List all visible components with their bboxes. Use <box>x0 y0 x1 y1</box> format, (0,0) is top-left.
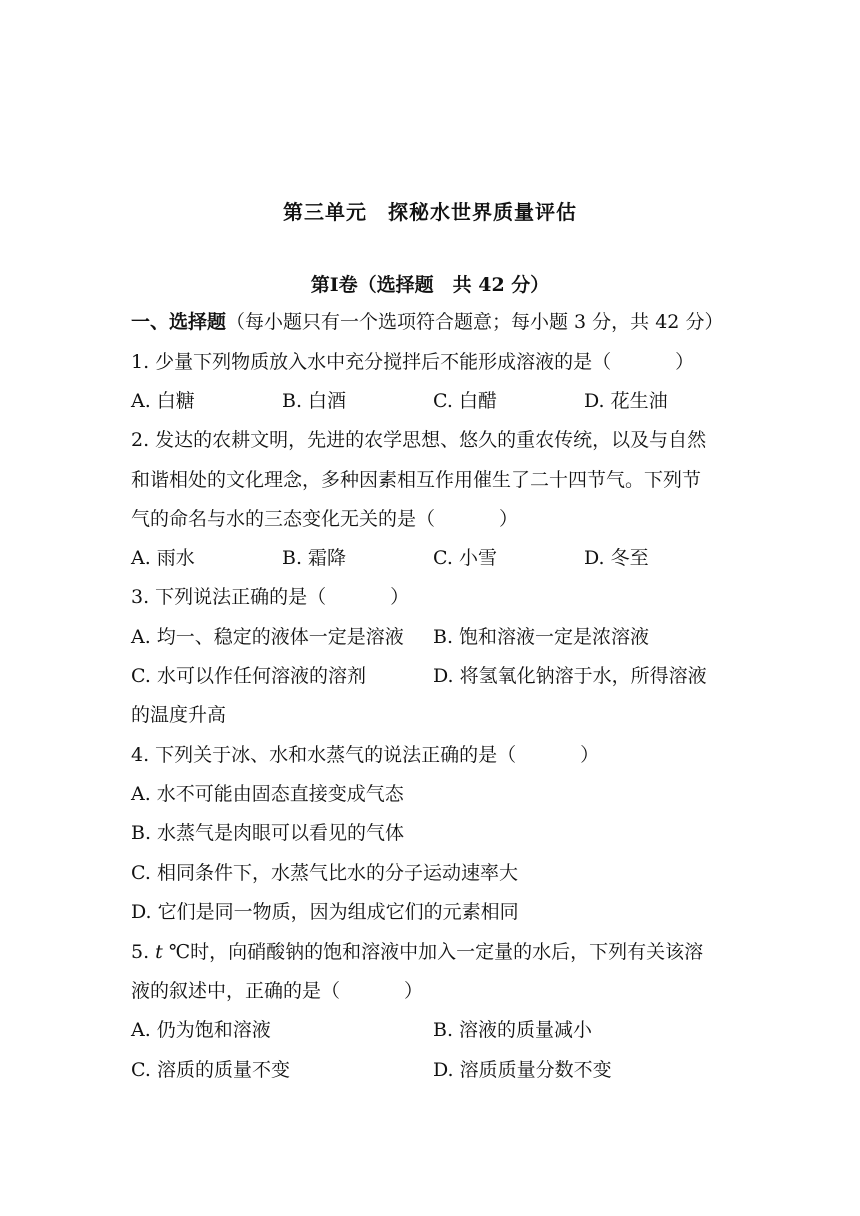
question-3-text: 3. 下列说法正确的是（ <box>131 586 327 608</box>
close-paren: ） <box>499 508 519 530</box>
option-d: D. 溶质质量分数不变 <box>433 1059 612 1081</box>
question-2-text: 气的命名与水的三态变化无关的是（ <box>131 508 436 530</box>
option-a: A. 雨水 <box>131 547 195 569</box>
option-b: B. 霜降 <box>282 547 347 569</box>
option-a: A. 白糖 <box>131 390 195 412</box>
option-d: D. 它们是同一物质，因为组成它们的元素相同 <box>131 901 519 923</box>
question-4-stem <box>131 743 731 767</box>
option-b: B. 水蒸气是肉眼可以看见的气体 <box>131 822 405 844</box>
option-a: A. 均一、稳定的液体一定是溶液 <box>131 626 404 648</box>
close-paren: ） <box>390 586 410 608</box>
question-5-text: ℃时，向硝酸钠的饱和溶液中加入一定量的水后，下列有关该溶 <box>162 941 704 963</box>
page-title: 第三单元 探秘水世界质量评估 <box>283 200 577 224</box>
question-5-line-1 <box>131 940 731 964</box>
close-paren: ） <box>580 744 600 766</box>
question-5-line-2 <box>131 979 731 1003</box>
option-d: D. 将氢氧化钠溶于水，所得溶液 <box>433 665 707 687</box>
option-c: C. 相同条件下，水蒸气比水的分子运动速率大 <box>131 862 518 884</box>
option-a: A. 水不可能由固态直接变成气态 <box>131 783 404 805</box>
section-subtitle: 第Ⅰ卷（选择题 共 42 分） <box>310 274 550 296</box>
option-d: D. 花生油 <box>584 390 668 412</box>
close-paren: ） <box>404 980 424 1002</box>
question-2-line-1: 2. 发达的农耕文明，先进的农学思想、悠久的重农传统，以及与自然 <box>131 429 707 451</box>
question-5-text-cont: 液的叙述中，正确的是（ <box>131 980 341 1002</box>
question-1-text: 1. 少量下列物质放入水中充分搅拌后不能形成溶液的是（ <box>131 351 612 373</box>
option-c: C. 水可以作任何溶液的溶剂 <box>131 665 366 687</box>
option-b: B. 白酒 <box>282 390 347 412</box>
question-2-line-2: 和谐相处的文化理念，多种因素相互作用催生了二十四节气。下列节 <box>131 469 702 491</box>
section-heading: 一、选择题 <box>131 311 227 333</box>
section-note: （每小题只有一个选项符合题意；每小题 3 分，共 42 分） <box>226 311 724 333</box>
question-3-stem <box>131 585 731 609</box>
temperature-variable: t <box>155 941 163 963</box>
question-3-option-d-continued: 的温度升高 <box>131 704 227 726</box>
option-a: A. 仍为饱和溶液 <box>131 1019 271 1041</box>
question-number: 5. <box>131 941 156 963</box>
question-1-stem <box>131 350 731 374</box>
option-b: B. 溶液的质量减小 <box>433 1019 593 1041</box>
option-d: D. 冬至 <box>584 547 649 569</box>
option-c: C. 小雪 <box>433 547 497 569</box>
option-c: C. 白醋 <box>433 390 497 412</box>
option-b: B. 饱和溶液一定是浓溶液 <box>433 626 650 648</box>
question-2-line-3 <box>131 507 731 531</box>
option-c: C. 溶质的质量不变 <box>131 1059 290 1081</box>
section-heading-line <box>131 310 731 334</box>
question-4-text: 4. 下列关于冰、水和水蒸气的说法正确的是（ <box>131 744 517 766</box>
close-paren: ） <box>675 351 695 373</box>
